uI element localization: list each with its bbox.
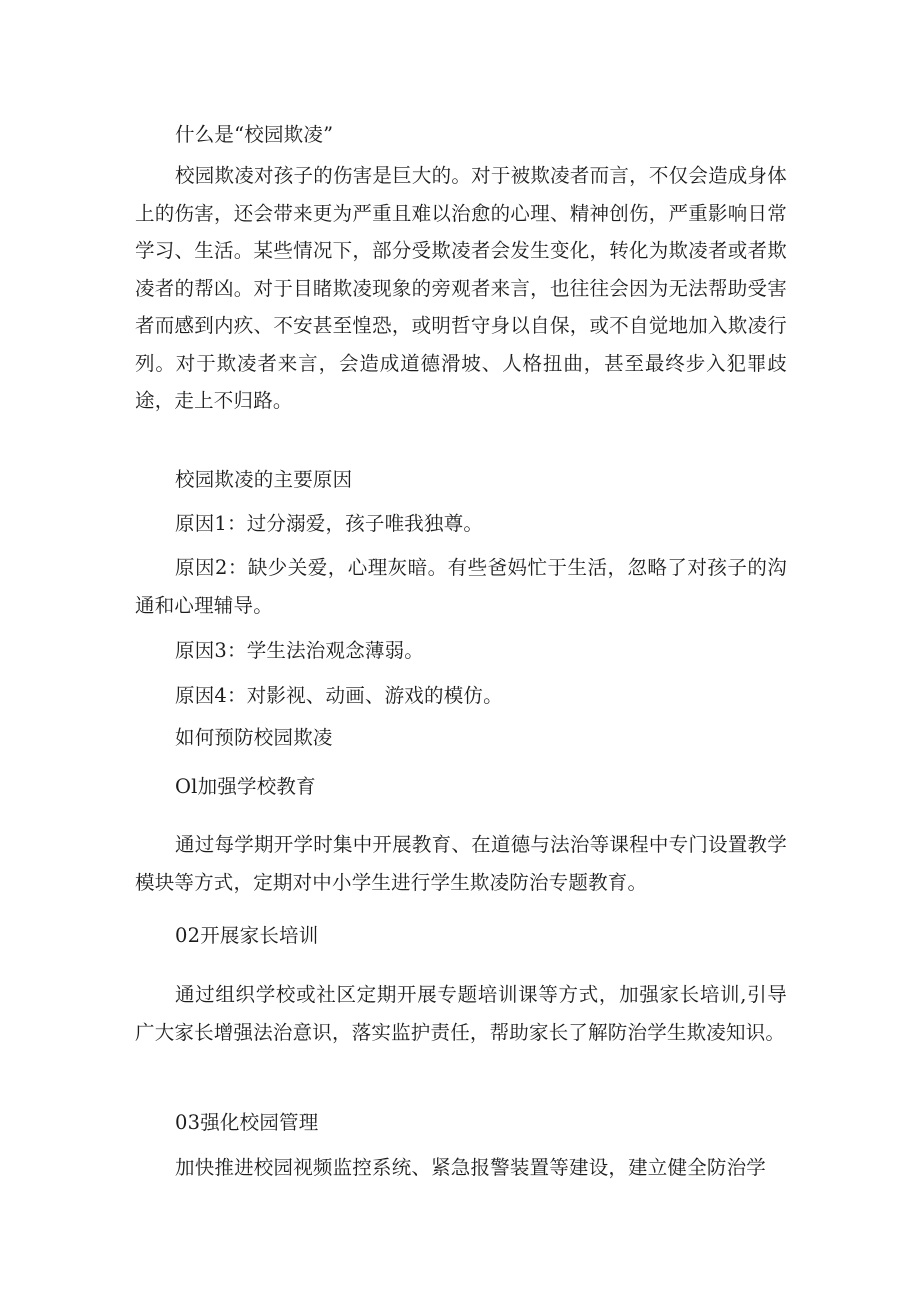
heading-how-to-prevent: 如何预防校园欺凌 [175, 726, 333, 749]
heading-02-parent-training: 02开展家长培训 [175, 924, 319, 947]
cause-item-3: 原因3：学生法治观念薄弱。 [175, 639, 425, 662]
paragraph-campus-management: 加快推进校园视频监控系统、紧急报警装置等建设，建立健全防治学 [175, 1156, 767, 1179]
heading-what-is-bullying: 什么是“校园欺凌” [175, 123, 334, 146]
heading-01-school-education: Ol加强学校教育 [175, 775, 316, 798]
cause-item-4: 原因4：对影视、动画、游戏的模仿。 [175, 684, 503, 707]
paragraph-school-education: 通过每学期开学时集中开展教育、在道德与法治等课程中专门设置教学模块等方式，定期对中小学生进行学生欺凌防治专题教育。 [135, 833, 787, 894]
cause-item-1: 原因1：过分溺爱，孩子唯我独尊。 [175, 512, 484, 535]
cause-item-2: 原因2：缺少关爱，心理灰暗。有些爸妈忙于生活，忽略了对孩子的沟通和心理辅导。 [135, 556, 787, 617]
heading-main-causes: 校园欺凌的主要原因 [175, 468, 353, 491]
heading-03-campus-management: 03强化校园管理 [175, 1111, 319, 1134]
paragraph-parent-training: 通过组织学校或社区定期开展专题培训课等方式，加强家长培训,引导广大家长增强法治意识，落实监护责任，帮助家长了解防治学生欺凌知识。 [135, 983, 787, 1044]
paragraph-bullying-harm: 校园欺凌对孩子的伤害是巨大的。对于被欺凌者而言，不仅会造成身体上的伤害，还会带来更为严重且难以治愈的心理、精神创伤，严重影响日常学习、生活。某些情况下，部分受欺凌者会发生变化，转化为欺凌者或者欺凌者的帮凶。对于目睹欺凌现象的旁观者来言，也往往会因为无法帮助受害者而感到内疚、不安甚至惶恐，或明哲守身以自保，或不自觉地加入欺凌行列。对于欺凌者来言，会造成道德滑坡、人格扭曲，甚至最终步入犯罪歧途，走上不归路。 [135, 164, 787, 412]
